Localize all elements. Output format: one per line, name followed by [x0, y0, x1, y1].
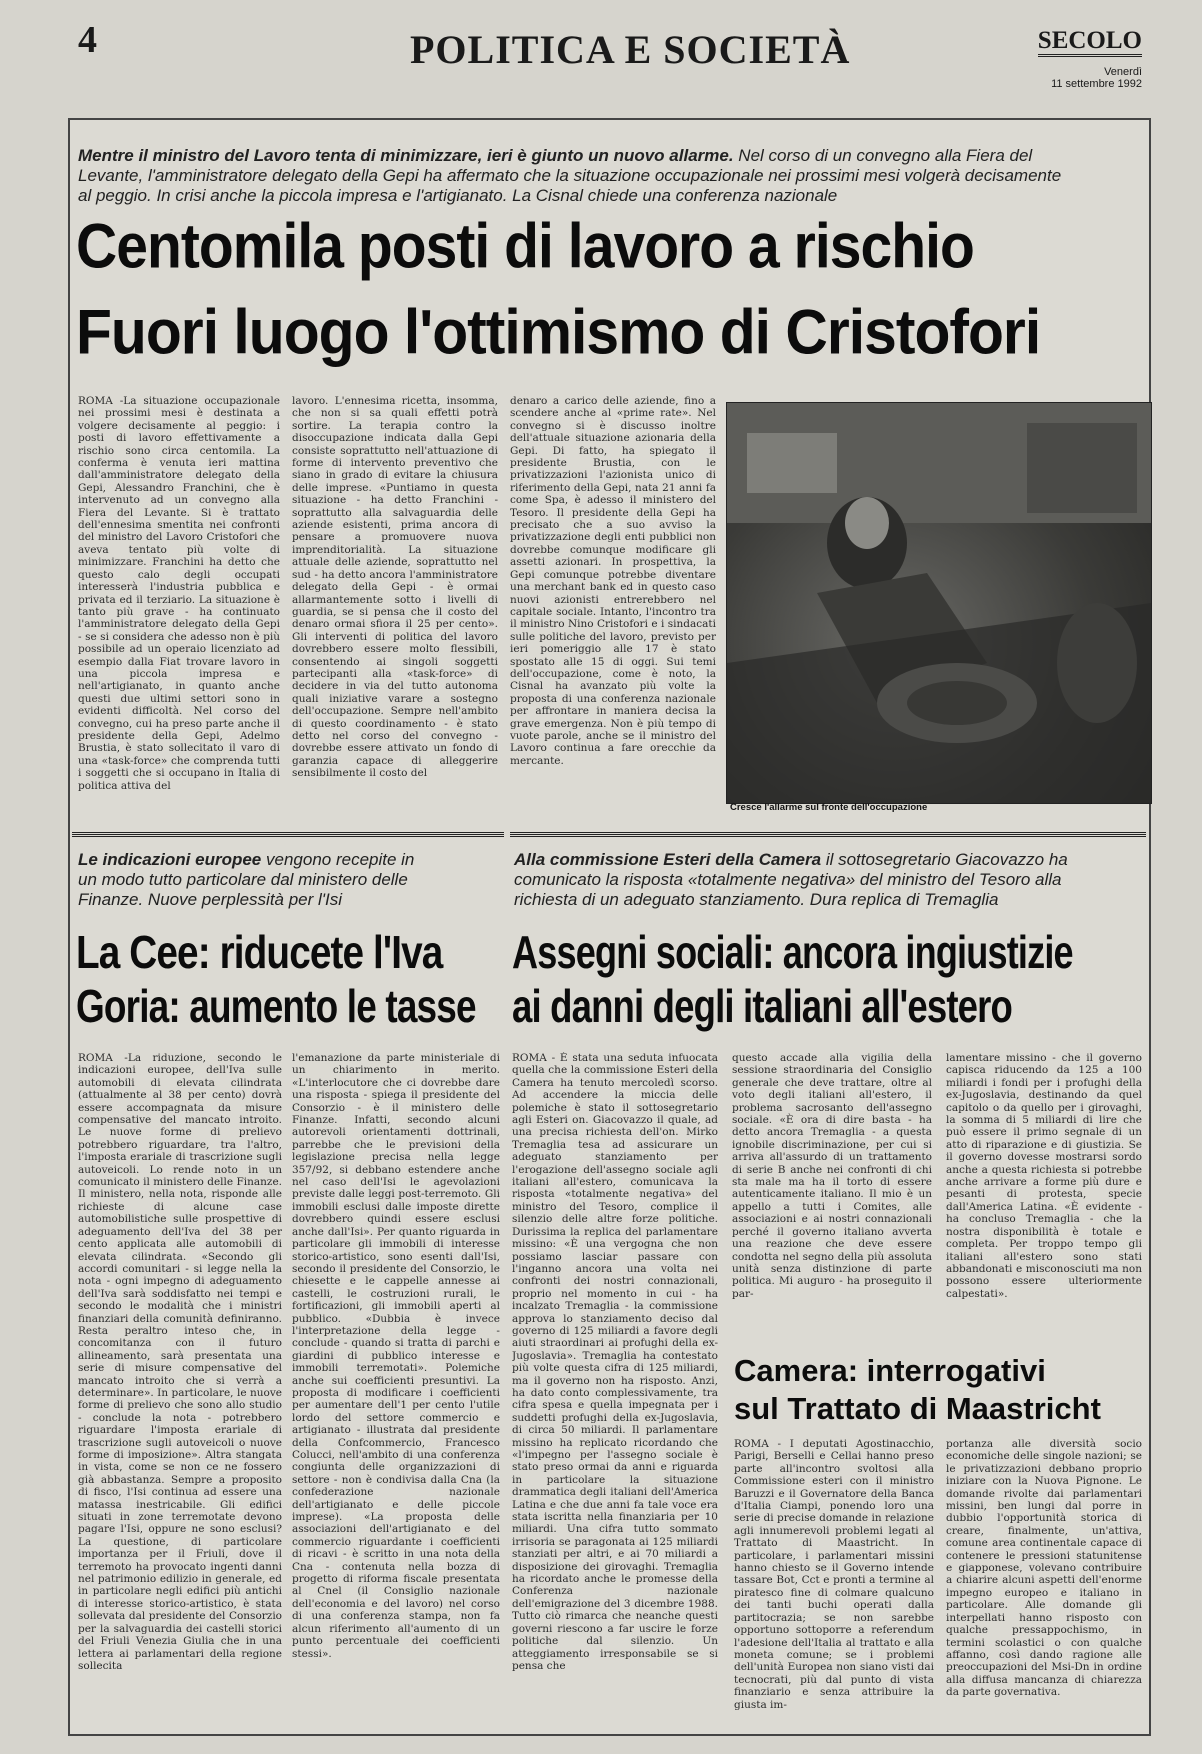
main-column-2: lavoro. L'ennesima ricetta, insomma, che non si sa quali effetti potrà sortire. La terapia contro la disoccupazione indicata dalla Gepi consiste soprattutto nell'attuazione di forme di intervento preventivo che siano in grado di evitare la chiusura delle imprese. «Puntiamo in questa situazione - ha detto Franchini - soprattutto alla salvaguardia delle aziende esistenti, prima ancora di pensare a promuovere nuova imprenditorialità. La situazione attuale delle aziende, soprattutto nel sud - ha detto ancora l'amministratore delegato della Gepi - è ormai allarmantemente sotto i livelli di guardia, se si pensa che il costo del denaro ormai sfiora il 25 per cento». Gli interventi di politica del lavoro dovrebbero essere molto flessibili, consentendo ai singoli soggetti partecipanti alla «task-force» di decidere in via del tutto autonoma quali iniziative varare a sostegno dell'occupazione. Sempre nell'ambito di questo coordinamento - è stato detto nel corso del convegno - dovrebbe essere attivato un fondo di garanzia capace di alleggerire sensibilmente il costo del — [292, 395, 498, 780]
divider-right — [510, 832, 1146, 838]
newspaper-logo: SECOLO — [1038, 28, 1142, 57]
workshop-photo — [726, 402, 1152, 804]
divider-left — [72, 832, 504, 838]
assegni-headline-2: ai danni degli italiani all'estero — [512, 981, 1013, 1033]
camera-headline-1: Camera: interrogativi — [734, 1353, 1046, 1388]
issue-date — [1051, 66, 1142, 90]
iva-kicker-bold: Le indicazioni europee — [78, 850, 262, 869]
main-headline-2: Fuori luogo l'ottimismo di Cristofori — [76, 296, 1041, 368]
iva-column-2: l'emanazione da parte ministeriale di un chiarimento in merito. «L'interlocutore che ci dovrebbe dare una risposta - spiega il presidente del Consorzio - è il ministero delle Finanze. Infatti, secondo alcuni autorevoli orientamenti dottrinali, parrebbe che le previsioni della legislazione precisa nella legge 357/92, si debbano estendere anche nel caso dell'Isi le agevolazioni previste dalle leggi post-terremoto. Gli immobili esclusi dalle imposte dirette dovrebbero quindi essere esclusi anche dall'Isi». Per quanto riguarda in particolare gli immobili di interesse storico-artistico, sono esenti dall'Isi, secondo il presidente del Consorzio, le chiesette e le cappelle annesse ai castelli, le costruzioni rurali, le fortificazioni, gli immobili aperti al pubblico. «Dubbia è invece l'interpretazione della legge - conclude - quando si tratta di parchi e giardini di pubblico interesse e immobili terremotati». Polemiche anche sui coefficienti presuntivi. La proposta di modificare i coefficienti per aumentare dell'1 per cento l'utile lordo del settore commercio e artigianato - illustrata dal presidente della Confcommercio, Francesco Colucci, nell'ambito di una conferenza congiunta delle organizzazioni di settore - non è condivisa dalla Cna (la confederazione nazionale dell'artigianato e delle piccole imprese). «La proposta delle associazioni dell'artigianato e del commercio riguardante i coefficienti di ricavi - è scritto in una nota della Cna - contenuta nella bozza di progetto di riforma fiscale presentata al Cnel (il Consiglio nazionale dell'economia e del lavoro) nel corso di una conferenza stampa, non fa alcun riferimento all'aumento di un punto percentuale dei coefficienti stessi». — [292, 1052, 500, 1660]
assegni-kicker-bold: Alla commissione Esteri della Camera — [514, 850, 822, 869]
assegni-kicker — [514, 850, 1094, 910]
assegni-column-2: questo accade alla vigilia della sessione straordinaria del Consiglio generale che deve trattare, oltre al voto degli italiani all'estero, il problema sacrosanto dell'assegno sociale. «È ora di dire basta - ha detto ancora Tremaglia - a questa ignobile discriminazione, per cui si arriva all'assurdo di un trattamento di serie B anche nei confronti di chi sta male ma ha il torto di essere autenticamente italiano. Il mio è un appello a tutti i Comites, alle associazioni e ai nostri connazionali perché il governo italiano avverta una reazione che deve essere condotta nel segno della più assoluta unità senza distinzione di parte politica. Mi auguro - ha proseguito il par- — [732, 1052, 932, 1300]
iva-headline-1: La Cee: riducete l'Iva — [76, 927, 443, 979]
assegni-column-3: lamentare missino - che il governo capisca riducendo da 125 a 100 miliardi i fondi per i profughi della ex-Jugoslavia, destinando da quel capitolo o da quello per i girovaghi, la somma di 5 miliardi di lire che può essere il primo segnale di un atto di riparazione e di giustizia. Se il governo dovesse mostrarsi sordo anche a questa richiesta si potrebbe anche arrivare a forme più dure e pesanti di protesta, specie dall'America Latina. «È evidente - ha concluso Tremaglia - che la nostra disponibilità è totale e completa. Per troppo tempo gli italiani all'estero sono stati abbandonati e misconosciuti ma non possono essere ulteriormente calpestati». — [946, 1052, 1142, 1300]
iva-column-1: ROMA -La riduzione, secondo le indicazioni europee, dell'Iva sulle automobili di elevata cilindrata (attualmente al 38 per cento) dovrà essere accompagnata da misure compensative del mancato introito. Le nuove forme di prelievo potrebbero riguardare, tra l'altro, l'imposta erariale di trascrizione sugli autoveicoli. Lo rende noto in un comunicato il ministero delle Finanze. Il ministero, nella nota, risponde alle richieste di alcune case automobilistiche sulle prospettive di adeguamento dell'Iva del 38 per cento applicata alle automobili di elevata cilindrata. «Secondo gli accordi comunitari - si legge nella la nota - ogni impegno di adeguamento dell'Iva sarà soddisfatto nei tempi e secondo le modalità che i ministri finanziari della comunità definiranno. Resta peraltro inteso che, in concomitanza con il futuro allineamento, sarà presentata una serie di misure compensative del mancato introito che si verrà a determinare». In particolare, le nuove forme di prelievo che sono allo studio - conclude la nota - potrebbero riguardare l'imposta erariale di trascrizione sugli autoveicoli o nuove forme di imposizione». Altra stangata in vista, come se non ce ne fossero già abbastanza. Sempre a proposito di fisco, l'Isi continua ad essere una matassa inestricabile. Gli edifici situati in zone terremotate devono pagare l'Isi, oppure ne sono esclusi? La questione, di particolare importanza per il Friuli, dove il terremoto ha provocato ingenti danni nel patrimonio edilizio in generale, ed in particolare negli edifici più antichi di interesse storico-artistico, è stata sollevata dal presidente del Consorzio per la salvaguardia dei castelli storici del Friuli Venezia Giulia che in una lettera ai parlamentari della regione sollecita — [78, 1052, 282, 1672]
photo-illustration — [727, 403, 1151, 803]
camera-column-2: portanza alle diversità socio economiche delle singole nazioni; se le privatizzazioni debbano proprio iniziare con la Nuova Pignone. Le domande rivolte dai parlamentari missini, ben lungi dal porre in dubbio l'opportunità storica di creare, finalmente, un'attiva, comune area continentale capace di contenere le pressioni statunitense e giapponese, volevano contribuire a chiarire alcuni aspetti dell'enorme impegno europeo e italiano in particolare. Alle domande gli interpellati hanno risposto con qualche pressappochismo, in termini scolastici o con qualche affanno, così dando ragione alle preoccupazioni del Msi-Dn in ordine alla diffusa mancanza di chiarezza da parte governativa. — [946, 1438, 1142, 1699]
assegni-headline-1: Assegni sociali: ancora ingiustizie — [512, 927, 1073, 979]
camera-column-1: ROMA - I deputati Agostinacchio, Parigi, Berselli e Cellai hanno preso parte all'incontro svoltosi alla Commissione esteri con il ministro Baruzzi e il Governatore della Banca d'Italia Ciampi, ponendo loro una serie di precise domande in relazione agli innumerevoli problemi legati al Trattato di Maastricht. In particolare, i parlamentari missini hanno chiesto se il Governo intende tassare Bot, Cct e pronti a termine al piratesco fine di colmare qualcuno dei tanti buchi operati dalla partitocrazia; se non sarebbe opportuno sottoporre a referendum l'adesione dell'Italia al trattato e alla moneta comune; se i problemi dell'unità Europea non siano visti dai tecnocrati, più dal punto di vista finanziario e senza attribuire la giusta im- — [734, 1438, 934, 1711]
assegni-column-1: ROMA - È stata una seduta infuocata quella che la commissione Esteri della Camera ha tenuto mercoledì scorso. Ad accendere la miccia delle polemiche è stato il sottosegretario agli Esteri on. Giacovazzo il quale, ad una precisa richiesta dell'on. Mirko Tremaglia tesa ad assicurare un adeguato stanziamento per l'erogazione dell'assegno sociale agli italiani all'estero, comunicava la risposta «totalmente negativa» del ministro del Tesoro, complice il silenzio delle altre forze politiche. Durissima la replica del parlamentare missino: «È una vergogna che non possiamo lasciar passare con l'inganno ancora una volta nei confronti dei nostri connazionali, proprio nel momento in cui - ha incalzato Tremaglia - la commissione approva lo stanziamento deciso dal governo di 125 miliardi a favore degli aiuti straordinari ai profughi della ex-Jugoslavia». Tremaglia ha contestato più volte questa cifra di 125 miliardi, ma il governo non ha risposto. Anzi, ha dato conto complessivamente, tra cifra spesa e quella impegnata per i suddetti profughi della ex-Jugoslavia, di circa 50 miliardi. Il parlamentare missino ha replicato ricordando che «l'impegno per l'assegno sociale è stato preso ormai da anni e riguarda in particolare la situazione drammatica degli italiani dell'America Latina e che due anni fa tale voce era stata iscritta nella finanziaria per 10 miliardi. Una cifra tutto sommato irrisoria se paragonata ai 125 miliardi stanziati per altri, e ai 70 miliardi a disposizione dei girovaghi. Tremaglia ha ricordato anche le promesse della Conferenza nazionale dell'emigrazione del 3 dicembre 1988. Tutto ciò rimarca che neanche questi governi riescono a far uscire le forze politiche dal silenzio. Un atteggiamento irresponsabile se si pensa che — [512, 1052, 718, 1672]
page-number: 4 — [78, 19, 97, 61]
assegni-kicker-text: il sottosegretario Giacovazzo ha comunicato la risposta «totalmente negativa» del ministro del Tesoro alla richiesta di un adeguato stanziamento. Dura replica di Tremaglia — [514, 850, 1068, 909]
iva-kicker-text: vengono recepite in un modo tutto particolare dal ministero delle Finanze. Nuove perplessità per l'Isi — [78, 850, 415, 909]
main-column-3: denaro a carico delle aziende, fino a scendere anche al «prime rate». Nel convegno si è discusso inoltre dell'attuale situazione azionaria della Gepi. Di fatto, ha spiegato il presidente Brustia, con le privatizzazioni l'azionista unico di riferimento della Gepi, nata 21 anni fa come Spa, è adesso il ministero del Tesoro. Il presidente della Gepi ha precisato che a suo avviso la privatizzazione degli enti pubblici non dovrebbe comunque modificare gli assetti azionari. In prospettiva, la Gepi comunque potrebbe diventare una merchant bank ed in questo caso nuovi azionisti entrerebbero nel capitale sociale. Intanto, l'incontro tra il ministro Nino Cristofori e i sindacati sulle politiche del lavoro, previsto per ieri pomeriggio alle 17 è stato spostato alle 15 di oggi. Sui temi dell'occupazione, come è noto, la Cisnal ha avanzato più volte la proposta di una conferenza nazionale per affrontare in maniera decisa la grave emergenza. Non è più tempo di vuote parole, anche se il ministro del Lavoro continua a fare orecchie da mercante. — [510, 395, 716, 767]
main-column-1: ROMA -La situazione occupazionale nei prossimi mesi è destinata a volgere decisamente al peggio: i posti di lavoro effettivamente a rischio sono circa centomila. La conferma è venuta ieri mattina dall'amministratore delegato della Gepi, Alessandro Franchini, che è intervenuto ad un convegno alla Fiera del Levante. Si è trattato dell'ennesima smentita nei confronti del ministro del Lavoro Cristofori che aveva tentato più volte di minimizzare. Franchini ha detto che questo calo degli occupati interesserà l'industria pubblica e privata ed il terziario. La situazione è tanto più grave - ha continuato l'amministratore delegato della Gepi - se si considera che adesso non è più possibile ad un operaio licenziato ad esempio dalla Fiat trovare lavoro in una piccola impresa e nell'artigianato, in quanto anche questi due ultimi settori sono in evidenti difficoltà. Nel corso del convegno, cui ha preso parte anche il presidente della Gepi, Adelmo Brustia, è stato sollecitato il varo di una «task-force» che comprenda tutti i soggetti che si occupano in Italia di politica attiva del — [78, 395, 280, 792]
section-title: POLITICA E SOCIETÀ — [410, 27, 851, 72]
main-kicker — [78, 146, 1078, 206]
main-kicker-text: Nel corso di un convegno alla Fiera del Levante, l'amministratore delegato della Gepi ha affermato che la situazione occupazionale nei prossimi mesi volgerà decisamente al peggio. In crisi anche la piccola impresa e l'artigianato. La Cisnal chiede una conferenza nazionale — [78, 146, 1062, 205]
main-headline-1: Centomila posti di lavoro a rischio — [76, 210, 974, 282]
main-kicker-bold: Mentre il ministro del Lavoro tenta di minimizzare, ieri è giunto un nuovo allarme. — [78, 146, 734, 165]
camera-headline-2: sul Trattato di Maastricht — [734, 1391, 1101, 1426]
iva-headline-2: Goria: aumento le tasse — [76, 981, 476, 1033]
iva-kicker — [78, 850, 438, 910]
issue-full-date: 11 settembre 1992 — [1051, 78, 1142, 90]
photo-caption: Cresce l'allarme sul fronte dell'occupazione — [730, 802, 928, 813]
issue-day: Venerdì — [1104, 66, 1142, 78]
